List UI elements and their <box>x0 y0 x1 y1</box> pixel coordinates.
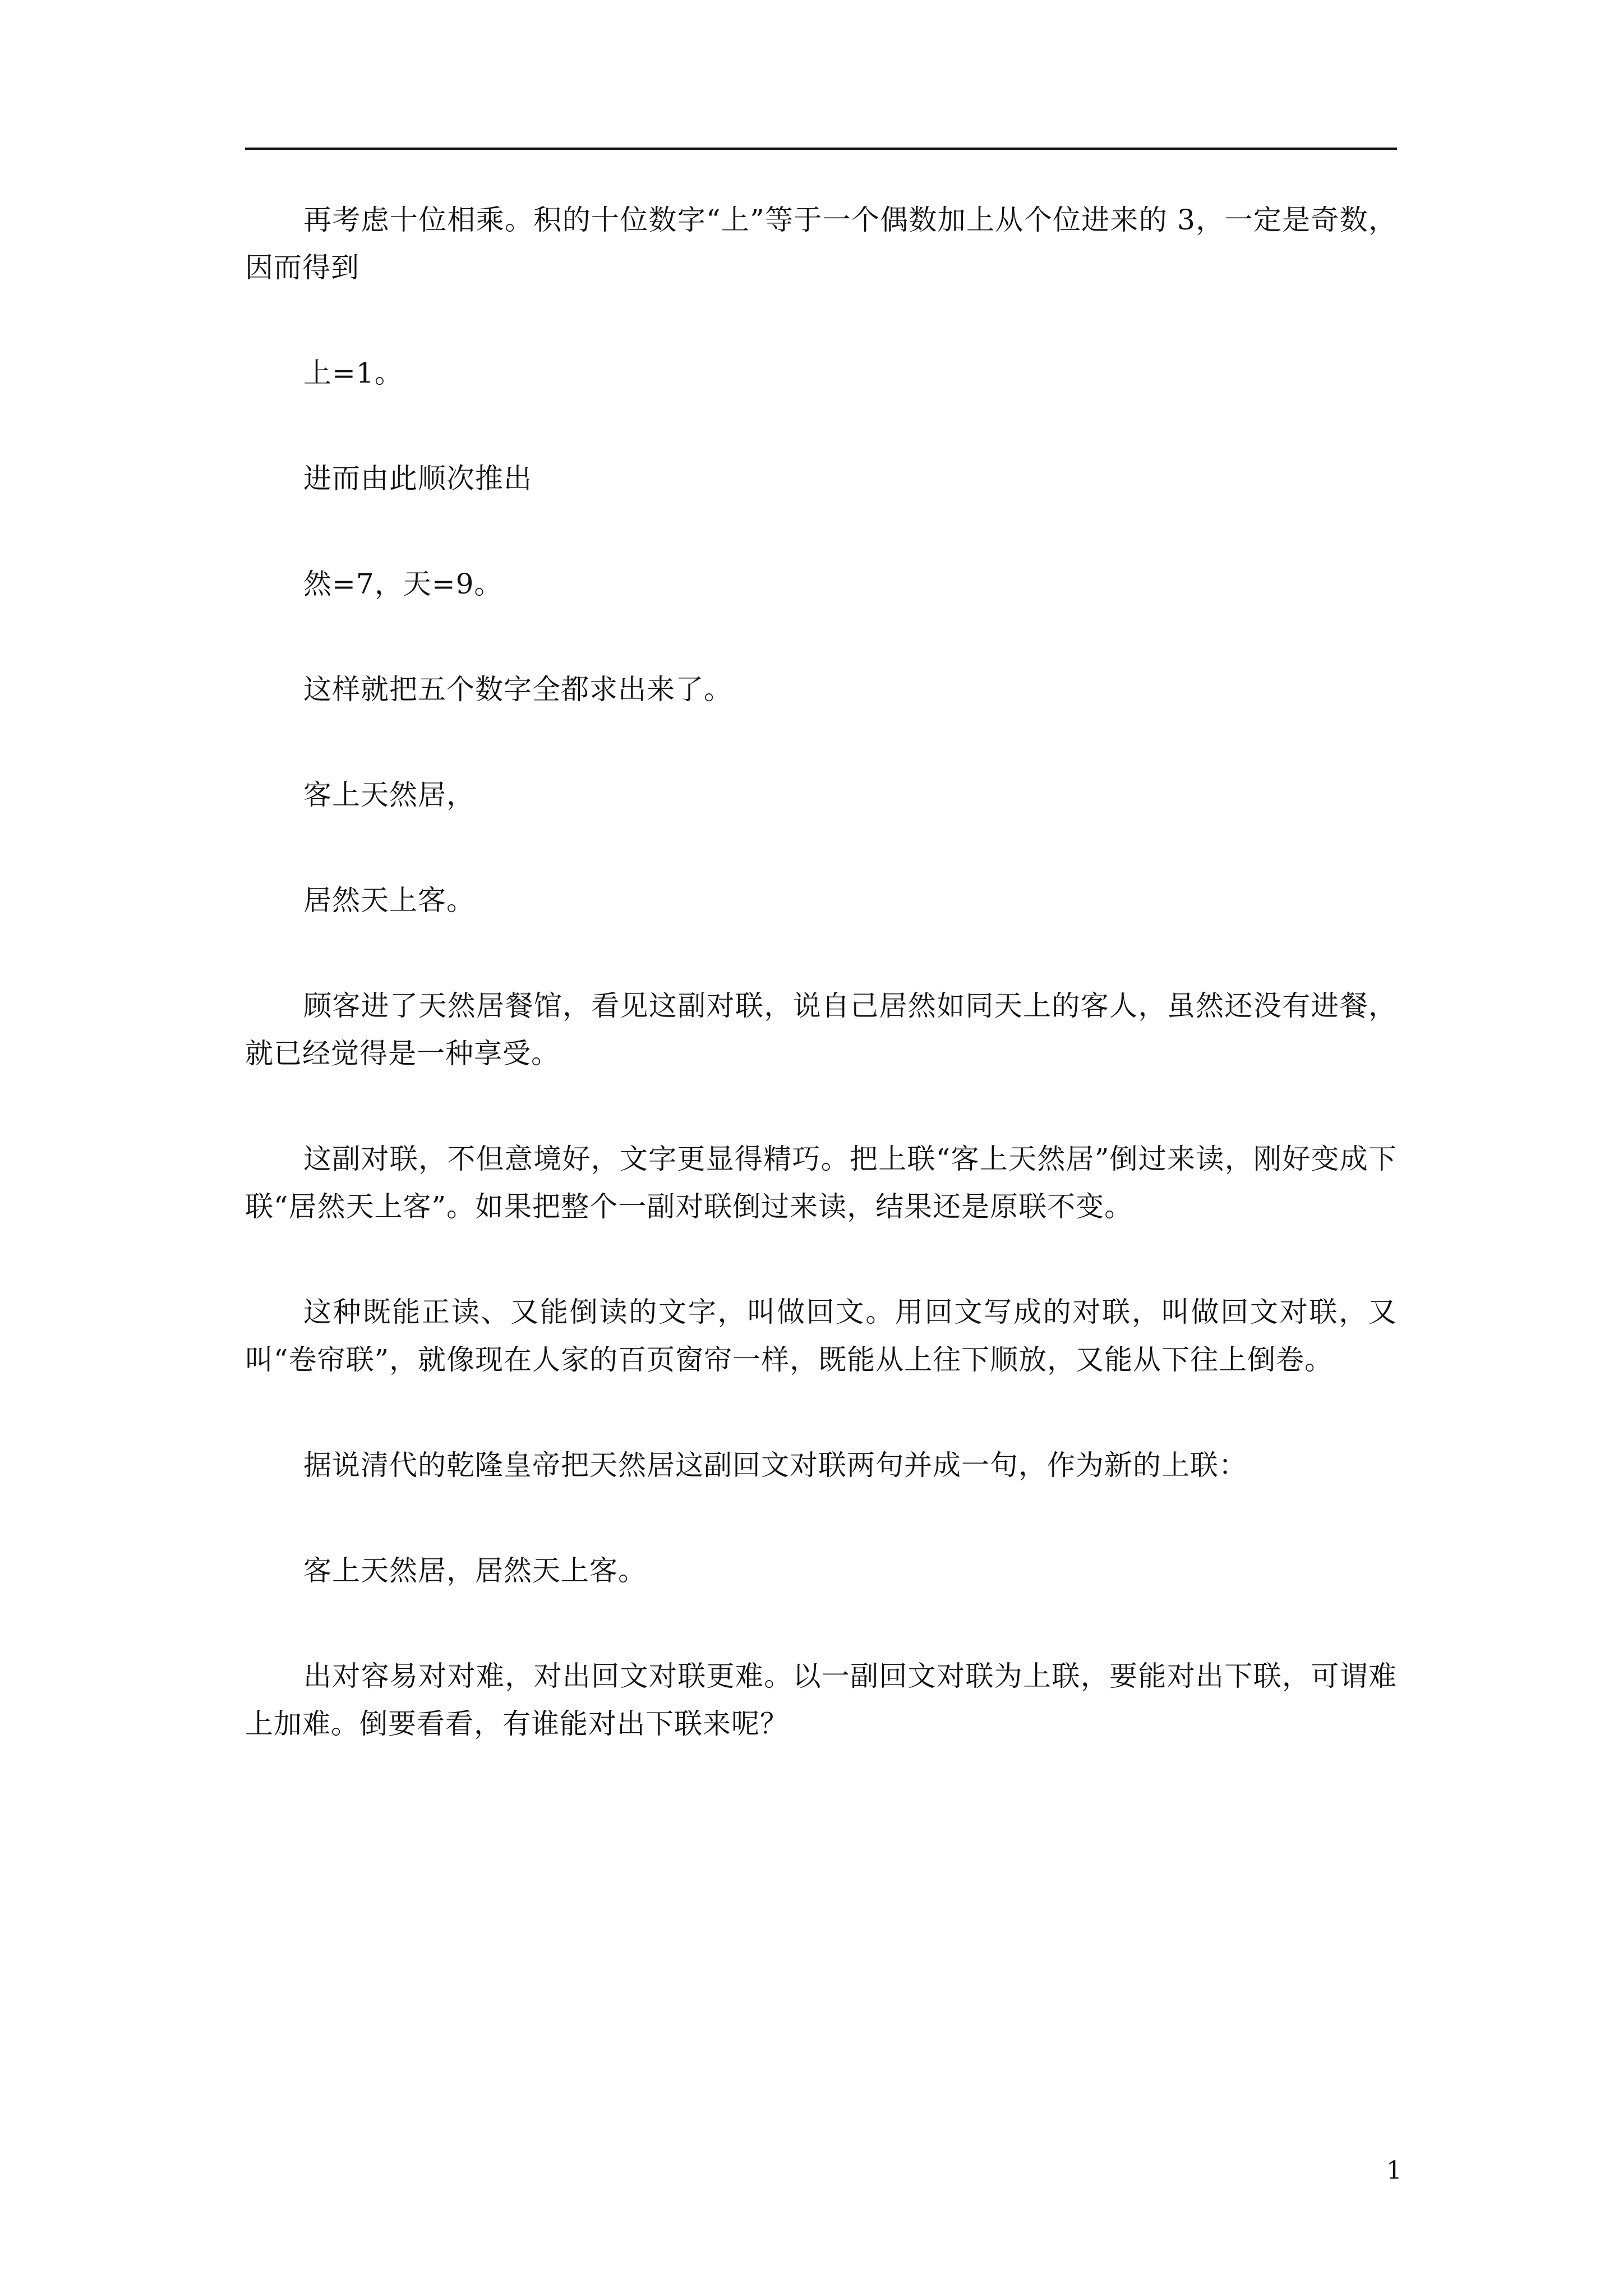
couplet-line: 客上天然居， <box>303 779 475 811</box>
paragraph: 据说清代的乾隆皇帝把天然居这副回文对联两句并成一句，作为新的上联： <box>303 1449 1247 1481</box>
document-body <box>245 196 1397 1806</box>
couplet-line: 客上天然居，居然天上客。 <box>303 1554 647 1587</box>
paragraph: 这副对联，不但意境好，文字更显得精巧。把上联“客上天然居”倒过来读，刚好变成下联“居然天上客”。如果把整个一副对联倒过来读，结果还是原联不变。 <box>245 1143 1397 1223</box>
paragraph: 然=7，天=9。 <box>303 568 503 600</box>
header-rule <box>245 148 1397 150</box>
page-number: 1 <box>1386 2156 1402 2185</box>
paragraph: 这样就把五个数字全都求出来了。 <box>303 673 732 706</box>
paragraph: 顾客进了天然居餐馆，看见这副对联，说自己居然如同天上的客人，虽然还没有进餐，就已经觉得是一种享受。 <box>245 990 1397 1070</box>
paragraph: 进而由此顺次推出 <box>303 462 532 495</box>
paragraph: 出对容易对对难，对出回文对联更难。以一副回文对联为上联，要能对出下联，可谓难上加难。倒要看看，有谁能对出下联来呢？ <box>245 1660 1397 1740</box>
paragraph: 上=1。 <box>303 357 403 389</box>
paragraph: 再考虑十位相乘。积的十位数字“上”等于一个偶数加上从个位进来的 3，一定是奇数，因而得到 <box>245 204 1397 284</box>
paragraph: 这种既能正读、又能倒读的文字，叫做回文。用回文写成的对联，叫做回文对联，又叫“卷帘联”，就像现在人家的百页窗帘一样，既能从上往下顺放，又能从下往上倒卷。 <box>245 1296 1397 1376</box>
couplet-line: 居然天上客。 <box>303 884 475 917</box>
